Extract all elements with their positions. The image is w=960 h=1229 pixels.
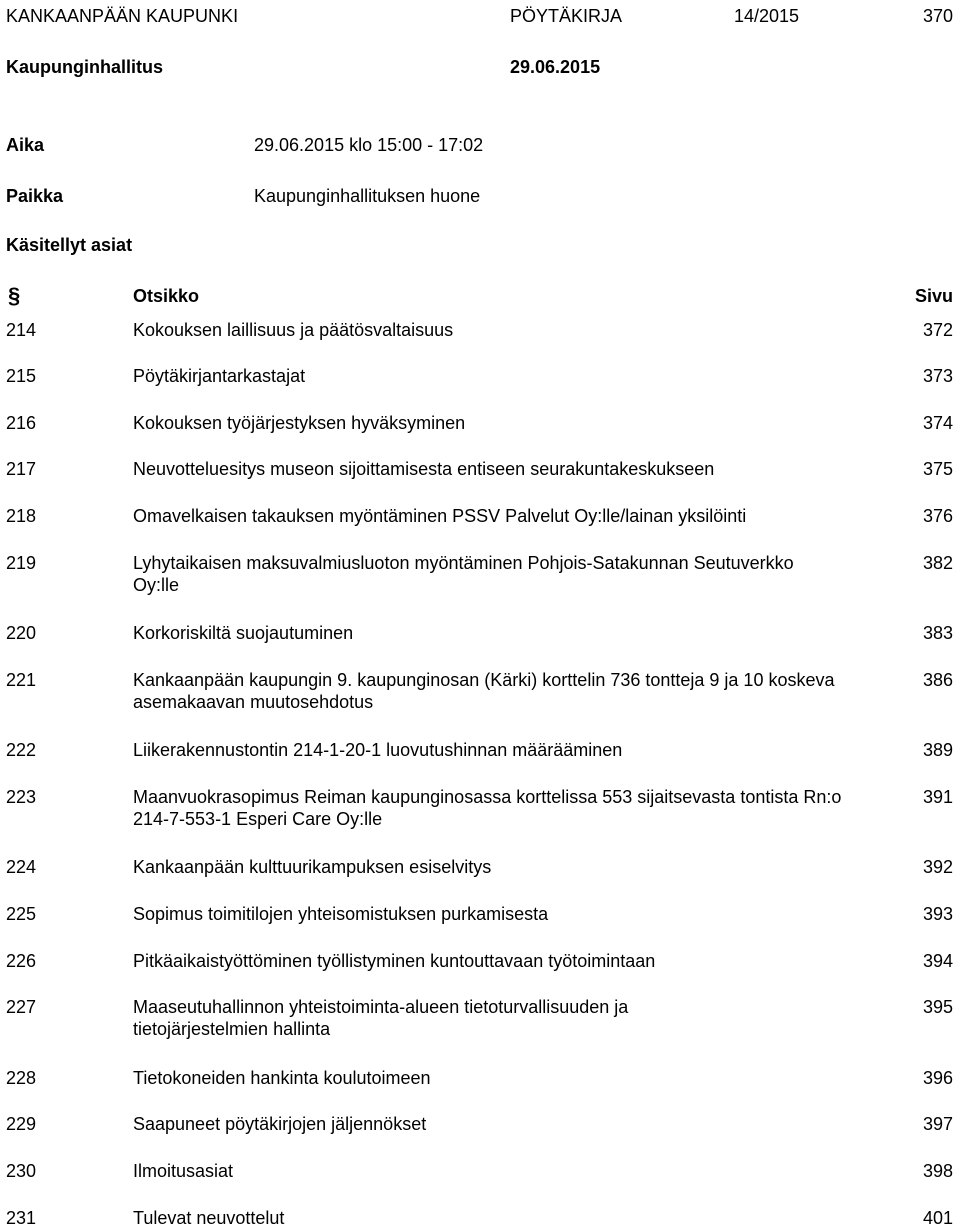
column-header-title: Otsikko bbox=[133, 286, 200, 306]
item-title: Maaseutuhallinnon yhteistoiminta-alueen tietoturvallisuuden ja tietojärjestelmien hallinta bbox=[133, 997, 629, 1039]
table-row bbox=[0, 786, 960, 836]
header-doc-number: 14/2015 bbox=[734, 6, 800, 26]
table-row bbox=[0, 1160, 960, 1210]
table-row bbox=[0, 552, 960, 602]
table-row bbox=[0, 903, 960, 953]
item-number: 223 bbox=[6, 787, 37, 807]
item-title: Pitkäaikaistyöttöminen työllistyminen kuntouttavaan työtoimintaan bbox=[133, 951, 656, 971]
item-page: 372 bbox=[922, 320, 953, 340]
item-title: Kankaanpään kaupungin 9. kaupunginosan (Kärki) korttelin 736 tontteja 9 ja 10 koskeva asemakaavan muutosehdotus bbox=[133, 670, 835, 712]
item-number: 214 bbox=[6, 320, 37, 340]
item-number: 229 bbox=[6, 1114, 37, 1134]
header-org: KANKAANPÄÄN KAUPUNKI bbox=[6, 6, 239, 26]
item-page: 397 bbox=[922, 1114, 953, 1134]
table-row bbox=[0, 1113, 960, 1163]
item-title: Tulevat neuvottelut bbox=[133, 1208, 285, 1228]
table-row bbox=[0, 458, 960, 508]
item-page: 389 bbox=[922, 740, 953, 760]
table-row bbox=[0, 412, 960, 462]
item-page: 386 bbox=[922, 670, 953, 690]
item-number: 228 bbox=[6, 1068, 37, 1088]
item-title: Kokouksen laillisuus ja päätösvaltaisuus bbox=[133, 320, 454, 340]
item-title: Omavelkaisen takauksen myöntäminen PSSV Palvelut Oy:lle/lainan yksilöinti bbox=[133, 506, 747, 526]
header-body-name: Kaupunginhallitus bbox=[6, 57, 163, 77]
item-page: 396 bbox=[922, 1068, 953, 1088]
item-page: 382 bbox=[922, 553, 953, 573]
item-number: 230 bbox=[6, 1161, 37, 1181]
item-page: 393 bbox=[922, 904, 953, 924]
table-row bbox=[0, 996, 960, 1046]
item-number: 219 bbox=[6, 553, 37, 573]
table-row bbox=[0, 856, 960, 906]
item-title: Tietokoneiden hankinta koulutoimeen bbox=[133, 1068, 431, 1088]
table-row bbox=[0, 739, 960, 789]
item-page: 392 bbox=[922, 857, 953, 877]
item-title: Neuvotteluesitys museon sijoittamisesta entiseen seurakuntakeskukseen bbox=[133, 459, 715, 479]
table-row bbox=[0, 622, 960, 672]
item-page: 395 bbox=[922, 997, 953, 1017]
table-row bbox=[0, 319, 960, 369]
item-number: 222 bbox=[6, 740, 37, 760]
item-number: 227 bbox=[6, 997, 37, 1017]
item-number: 221 bbox=[6, 670, 37, 690]
item-page: 398 bbox=[922, 1161, 953, 1181]
table-row bbox=[0, 505, 960, 555]
item-number: 216 bbox=[6, 413, 37, 433]
item-page: 383 bbox=[922, 623, 953, 643]
item-title: Korkoriskiltä suojautuminen bbox=[133, 623, 354, 643]
item-title: Saapuneet pöytäkirjojen jäljennökset bbox=[133, 1114, 427, 1134]
agenda-heading: Käsitellyt asiat bbox=[6, 235, 133, 255]
item-page: 376 bbox=[922, 506, 953, 526]
meeting-time-label: Aika bbox=[6, 135, 45, 155]
meeting-place-label: Paikka bbox=[6, 186, 64, 206]
item-page: 375 bbox=[922, 459, 953, 479]
header-page-number: 370 bbox=[922, 6, 953, 26]
item-number: 217 bbox=[6, 459, 37, 479]
header-date: 29.06.2015 bbox=[510, 57, 601, 77]
item-title: Lyhytaikaisen maksuvalmiusluoton myöntäminen Pohjois-Satakunnan Seutuverkko Oy:lle bbox=[133, 553, 794, 595]
item-page: 394 bbox=[922, 951, 953, 971]
meeting-time-value: 29.06.2015 klo 15:00 - 17:02 bbox=[254, 135, 484, 155]
item-number: 218 bbox=[6, 506, 37, 526]
item-title: Maanvuokrasopimus Reiman kaupunginosassa korttelissa 553 sijaitsevasta tontista Rn:o 214-7-553-1 Esperi Care Oy:lle bbox=[133, 787, 842, 829]
item-title: Liikerakennustontin 214-1-20-1 luovutushinnan määrääminen bbox=[133, 740, 623, 760]
table-row bbox=[0, 1067, 960, 1117]
item-title: Pöytäkirjantarkastajat bbox=[133, 366, 306, 386]
item-number: 225 bbox=[6, 904, 37, 924]
section-symbol: § bbox=[8, 283, 21, 308]
item-title: Kokouksen työjärjestyksen hyväksyminen bbox=[133, 413, 466, 433]
column-header-page: Sivu bbox=[914, 286, 953, 306]
item-page: 401 bbox=[922, 1208, 953, 1228]
item-number: 226 bbox=[6, 951, 37, 971]
item-number: 224 bbox=[6, 857, 37, 877]
table-row bbox=[0, 669, 960, 719]
item-title: Ilmoitusasiat bbox=[133, 1161, 234, 1181]
item-title: Sopimus toimitilojen yhteisomistuksen purkamisesta bbox=[133, 904, 549, 924]
table-row bbox=[0, 1207, 960, 1227]
header-doc-type: PÖYTÄKIRJA bbox=[510, 6, 623, 26]
item-page: 373 bbox=[922, 366, 953, 386]
item-page: 374 bbox=[922, 413, 953, 433]
item-number: 220 bbox=[6, 623, 37, 643]
item-number: 215 bbox=[6, 366, 37, 386]
item-number: 231 bbox=[6, 1208, 37, 1228]
item-page: 391 bbox=[922, 787, 953, 807]
table-row bbox=[0, 365, 960, 415]
item-title: Kankaanpään kulttuurikampuksen esiselvitys bbox=[133, 857, 492, 877]
table-row bbox=[0, 950, 960, 1000]
meeting-place-value: Kaupunginhallituksen huone bbox=[254, 186, 481, 206]
